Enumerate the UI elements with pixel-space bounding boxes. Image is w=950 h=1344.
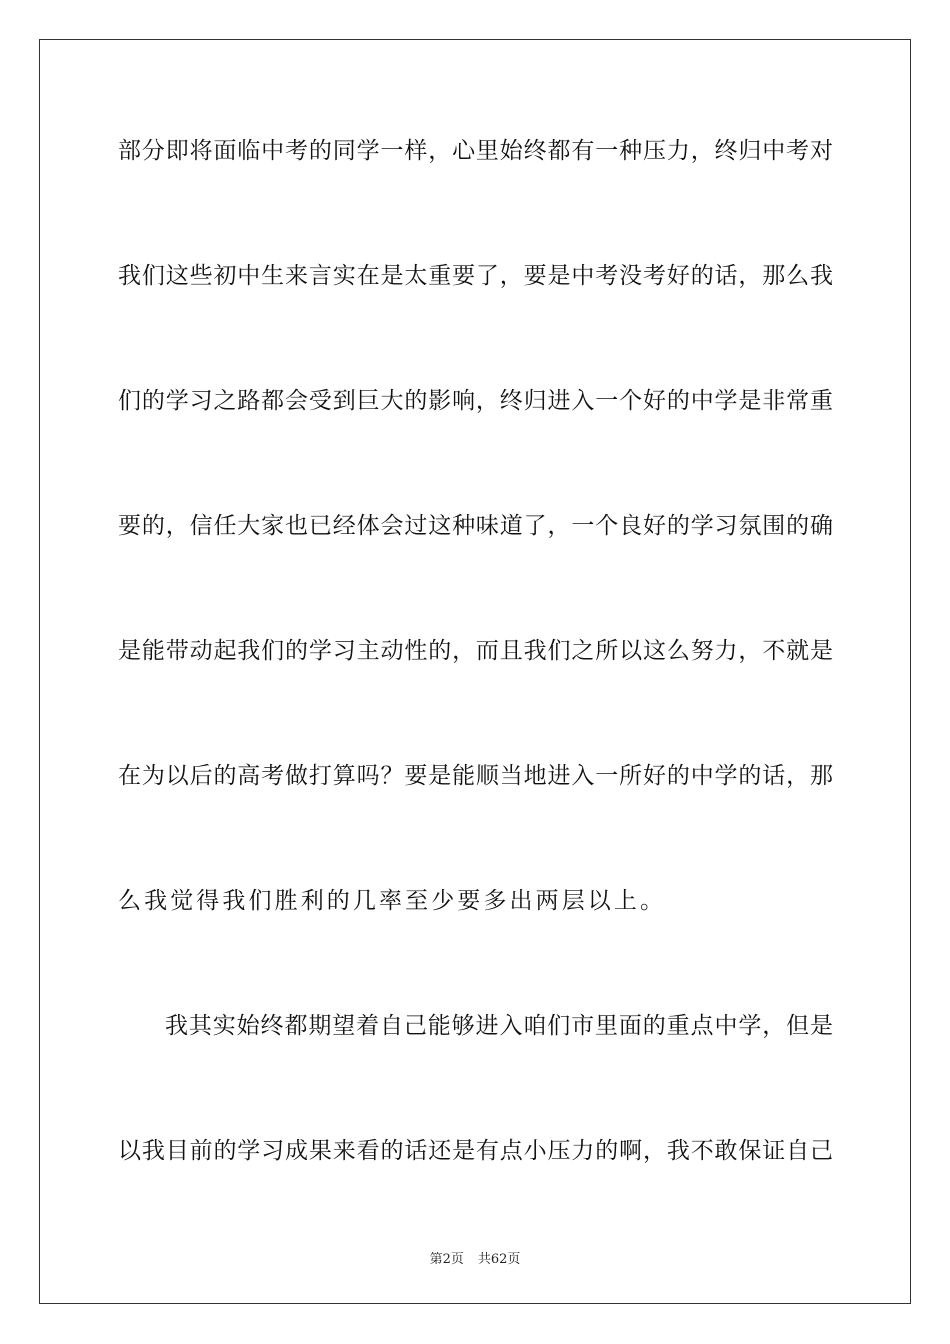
paragraph-line: 部分即将面临中考的同学一样，心里始终都有一种压力，终归中考对 [118, 138, 833, 164]
paragraph-line: 要的，信任大家也已经体会过这种味道了，一个良好的学习氛围的确 [118, 513, 833, 539]
total-page-count: 共62页 [477, 1252, 521, 1267]
paragraph-line: 以我目前的学习成果来看的话还是有点小压力的啊，我不敢保证自己 [118, 1138, 833, 1164]
page-footer [0, 1248, 950, 1267]
paragraph-line: 们的学习之路都会受到巨大的影响，终归进入一个好的中学是非常重 [118, 388, 833, 414]
paragraph-line: 我们这些初中生来言实在是太重要了，要是中考没考好的话，那么我 [118, 263, 833, 289]
current-page-number: 第2页 [429, 1252, 464, 1267]
page-border [39, 39, 911, 1304]
paragraph-line-last: 么我觉得我们胜利的几率至少要多出两层以上。 [118, 888, 667, 914]
paragraph-line-indented: 我其实始终都期望着自己能够进入咱们市里面的重点中学，但是 [165, 1013, 833, 1039]
paragraph-line: 是能带动起我们的学习主动性的，而且我们之所以这么努力，不就是 [118, 638, 833, 664]
paragraph-line: 在为以后的高考做打算吗？要是能顺当地进入一所好的中学的话，那 [118, 763, 833, 789]
